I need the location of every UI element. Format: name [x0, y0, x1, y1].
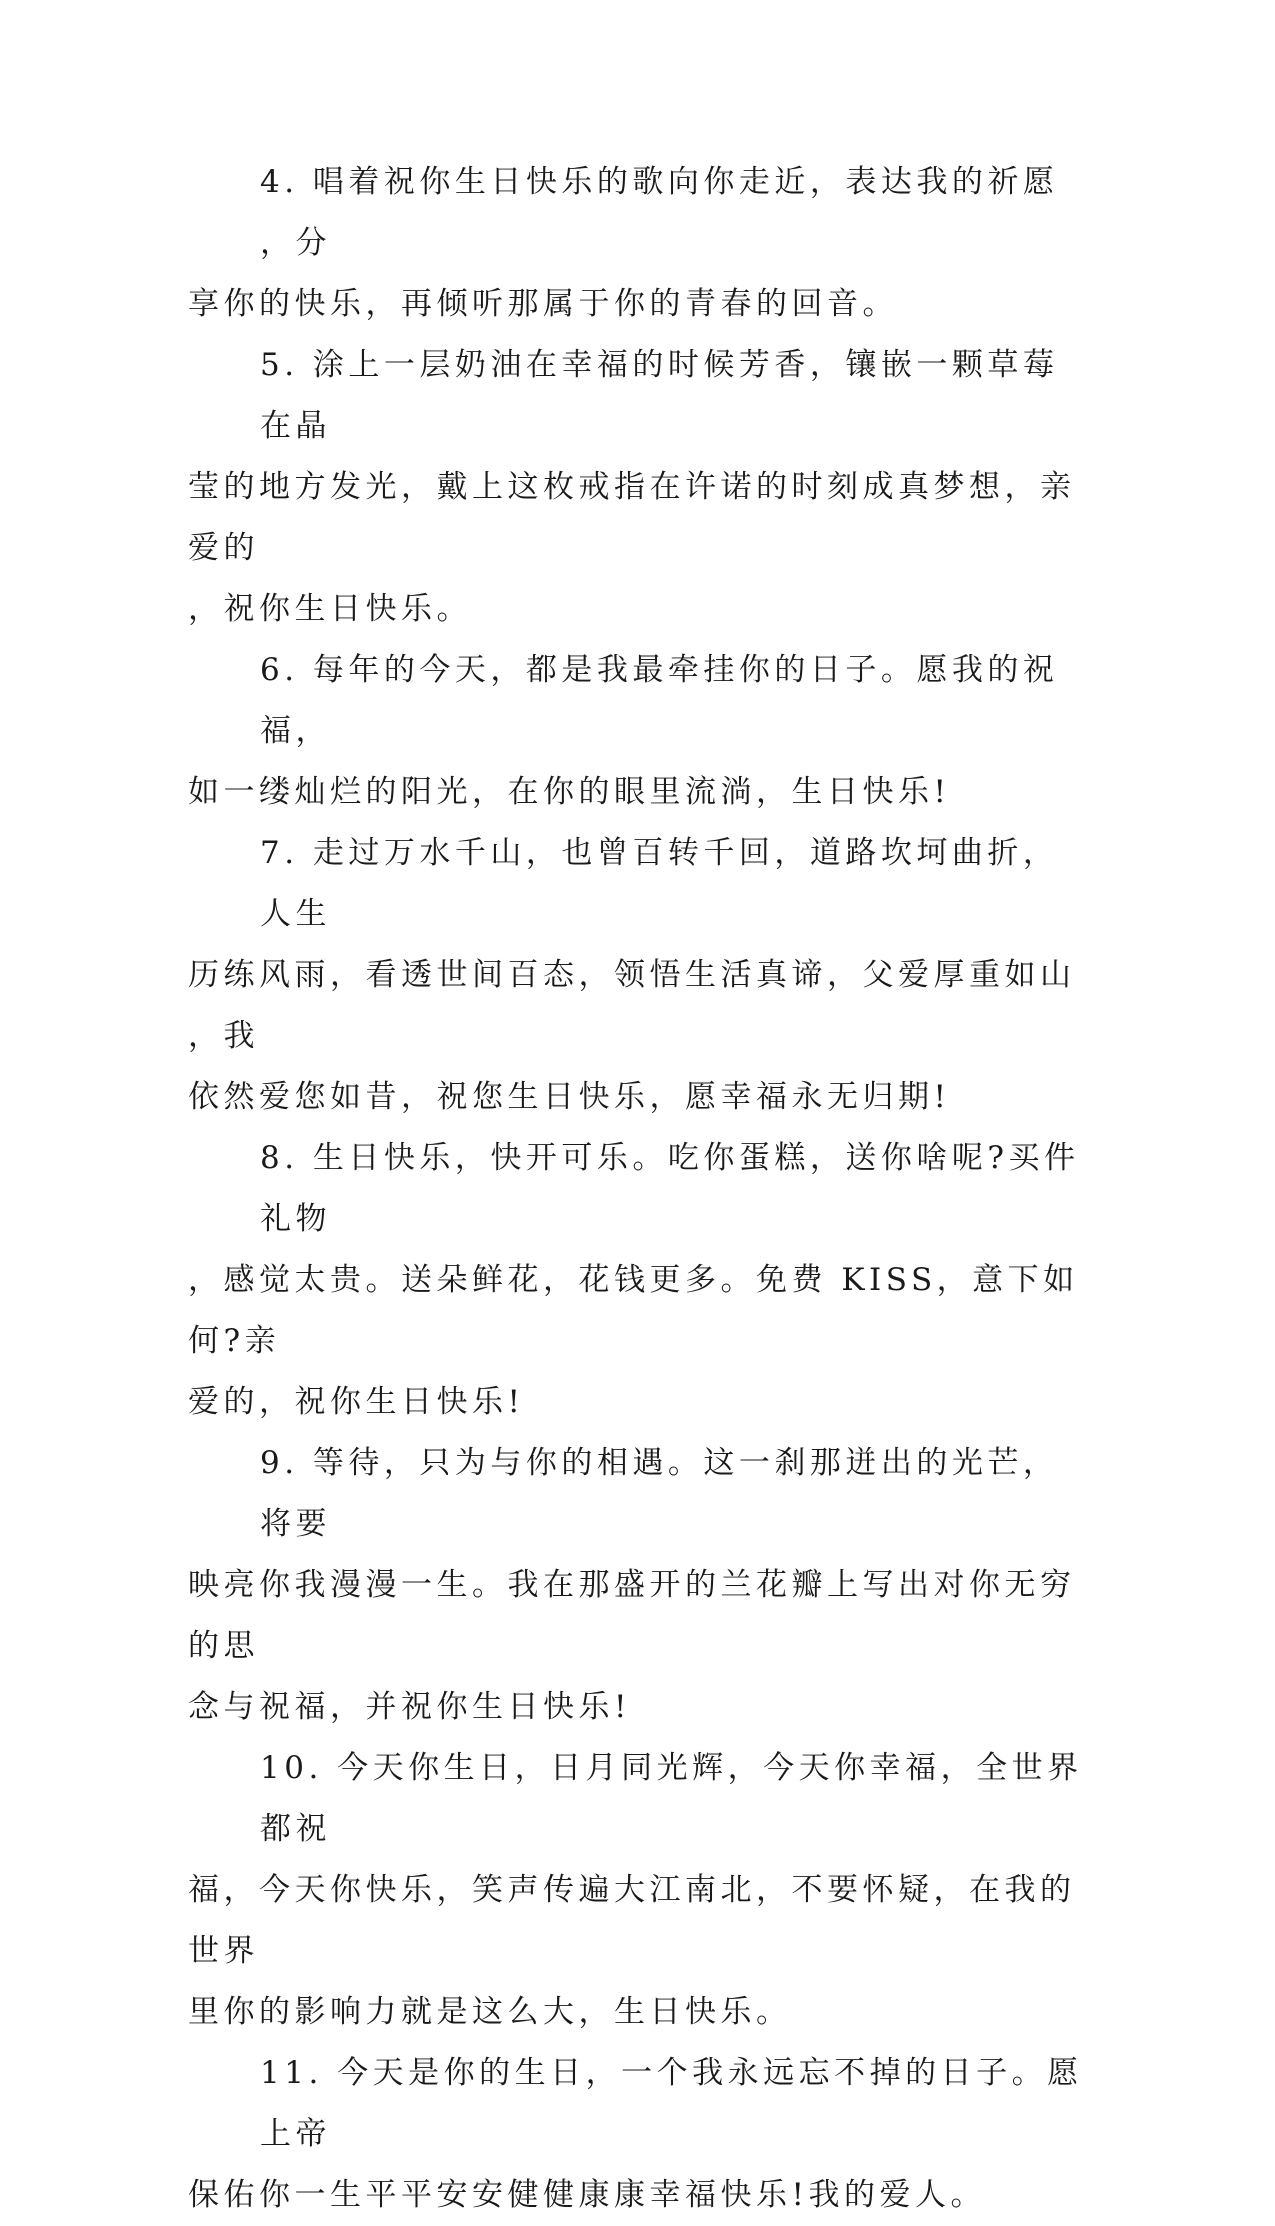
paragraph-line: 11. 今天是你的生日，一个我永远忘不掉的日子。愿上帝 [260, 2055, 1083, 2152]
paragraph-4 [188, 152, 1088, 335]
paragraph-line: ，感觉太贵。送朵鲜花，花钱更多。免费 KISS，意下如何?亲 [188, 1262, 1079, 1359]
paragraph-6 [188, 640, 1088, 823]
paragraph-10 [188, 1738, 1088, 2043]
paragraph-line: 保佑你一生平平安安健健康康幸福快乐!我的爱人。 [188, 2177, 986, 2213]
paragraph-7 [188, 823, 1088, 1128]
paragraph-line: 9. 等待，只为与你的相遇。这一刹那迸出的光芒，将要 [260, 1445, 1059, 1542]
paragraph-line: 里你的影响力就是这么大，生日快乐。 [188, 1994, 792, 2030]
document-body [188, 152, 1088, 2226]
paragraph-line: 8. 生日快乐，快开可乐。吃你蛋糕，送你啥呢?买件礼物 [260, 1140, 1080, 1237]
paragraph-5 [188, 335, 1088, 640]
paragraph-line: 4. 唱着祝你生日快乐的歌向你走近，表达我的祈愿，分 [260, 164, 1059, 261]
paragraph-line: 6. 每年的今天，都是我最牵挂你的日子。愿我的祝福， [260, 652, 1059, 749]
paragraph-line: 依然爱您如昔，祝您生日快乐，愿幸福永无归期! [188, 1079, 951, 1115]
paragraph-11 [188, 2043, 1088, 2226]
paragraph-line: 念与祝福，并祝你生日快乐! [188, 1689, 631, 1725]
paragraph-line: 5. 涂上一层奶油在幸福的时候芳香，镶嵌一颗草莓在晶 [260, 347, 1059, 444]
paragraph-9 [188, 1433, 1088, 1738]
paragraph-line: 7. 走过万水千山，也曾百转千回，道路坎坷曲折，人生 [260, 835, 1059, 932]
paragraph-line: 莹的地方发光，戴上这枚戒指在许诺的时刻成真梦想，亲爱的 [188, 469, 1076, 566]
paragraph-line: 历练风雨，看透世间百态，领悟生活真谛，父爱厚重如山，我 [188, 957, 1076, 1054]
paragraph-line: 福，今天你快乐，笑声传遍大江南北，不要怀疑，在我的世界 [188, 1872, 1076, 1969]
paragraph-line: 映亮你我漫漫一生。我在那盛开的兰花瓣上写出对你无穷的思 [188, 1567, 1076, 1664]
paragraph-line: 如一缕灿烂的阳光，在你的眼里流淌，生日快乐! [188, 774, 951, 810]
paragraph-line: ，祝你生日快乐。 [188, 591, 472, 627]
paragraph-line: 10. 今天你生日，日月同光辉，今天你幸福，全世界都祝 [260, 1750, 1083, 1847]
paragraph-line: 享你的快乐，再倾听那属于你的青春的回音。 [188, 286, 898, 322]
paragraph-line: 爱的，祝你生日快乐! [188, 1384, 525, 1420]
paragraph-8 [188, 1128, 1088, 1433]
